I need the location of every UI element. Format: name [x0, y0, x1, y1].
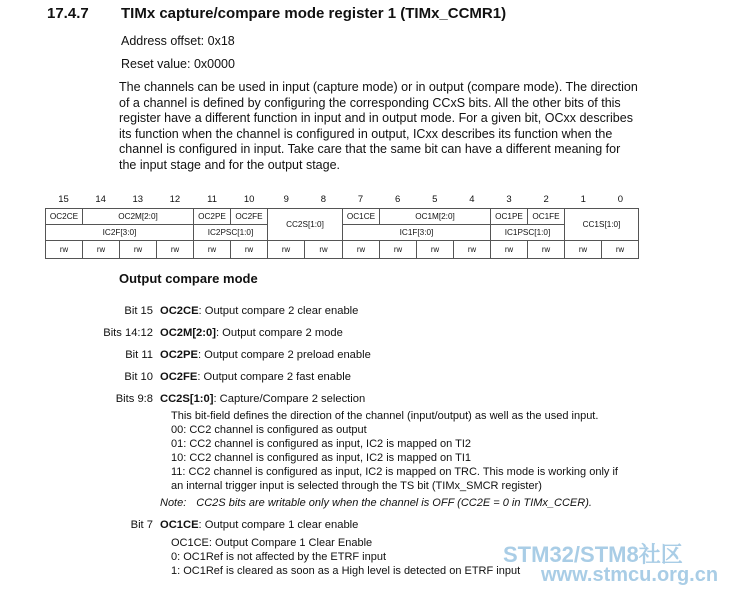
bit-number: 10 [243, 194, 255, 205]
bit-number: 9 [283, 194, 289, 205]
access-cell: rw [342, 240, 380, 259]
bit-number: 13 [132, 194, 144, 205]
field-oc1pe: OC1PE [490, 208, 528, 225]
bit-label: Bit 11 [125, 349, 153, 361]
field-oc1fe: OC1FE [527, 208, 565, 225]
section-title: TIMx capture/compare mode register 1 (TIMx_CCMR1) [121, 5, 507, 22]
bit-number: 5 [432, 194, 438, 205]
field-oc2ce: OC2CE [45, 208, 83, 225]
bit-name: OC2CE [160, 305, 199, 317]
access-cell: rw [267, 240, 305, 259]
bit-number: 7 [357, 194, 364, 205]
bit-name: OC2PE [160, 349, 198, 361]
field-ic1f: IC1F[3:0] [342, 224, 491, 241]
bit-number: 6 [395, 194, 401, 205]
access-cell: rw [379, 240, 417, 259]
cc2s-detail: 11: CC2 channel is configured as input, IC2 is mapped on TRC. This mode is working only if [171, 466, 618, 478]
field-ic2f: IC2F[3:0] [45, 224, 194, 241]
access-cell: rw [527, 240, 565, 259]
bit-text: : Output compare 2 clear enable [198, 305, 359, 317]
access-cell: rw [193, 240, 231, 259]
field-oc2fe: OC2FE [230, 208, 268, 225]
bit-name: CC2S[1:0] [160, 393, 214, 405]
bit-number: 8 [320, 194, 327, 205]
bit-description [160, 371, 351, 383]
bit-number: 2 [543, 194, 549, 205]
oc1ce-detail: 1: OC1Ref is cleared as soon as a High level is detected on ETRF input [171, 565, 521, 577]
note-text: CC2S bits are writable only when the channel is OFF (CC2E = 0 in TIMx_CCER). [196, 497, 592, 509]
access-cell: rw [601, 240, 639, 259]
bit-name: OC2FE [160, 371, 198, 383]
bit-description [160, 349, 371, 361]
bit-number: 0 [617, 194, 624, 205]
address-offset: Address offset: 0x18 [121, 34, 235, 48]
field-oc2m: OC2M[2:0] [82, 208, 194, 225]
oc1ce-detail: OC1CE: Output Compare 1 Clear Enable [171, 537, 373, 549]
bit-name: OC1CE [160, 519, 199, 531]
intro-paragraph: The channels can be used in input (capture mode) or in output (compare mode). The direction of a channel is defined by configuring the corresponding CCxS bits. All the other bits of this register have a different function in input and in output mode. For a given bit, OCxx describes its function when the channel is configured in output, ICxx describes its function when the channel is configured in input. Take care that the same bit can have a different meaning for the input stage and for the output stage. [119, 80, 638, 172]
field-oc1ce: OC1CE [342, 208, 380, 225]
cc2s-detail: 00: CC2 channel is configured as output [171, 424, 367, 436]
bit-description [160, 393, 365, 405]
bit-description [160, 305, 358, 317]
bit-text: : Output compare 2 mode [215, 327, 343, 339]
reset-value: Reset value: 0x0000 [121, 57, 235, 71]
bit-number: 12 [169, 194, 181, 205]
bit-number: 4 [469, 194, 475, 205]
bit-number: 15 [58, 194, 69, 205]
access-cell: rw [45, 240, 83, 259]
access-cell: rw [490, 240, 528, 259]
access-cell: rw [416, 240, 454, 259]
oc1ce-detail: 0: OC1Ref is not affected by the ETRF input [171, 551, 387, 563]
bit-number: 11 [207, 194, 217, 205]
access-cell: rw [82, 240, 120, 259]
cc2s-detail: an internal trigger input is selected through the TS bit (TIMx_SMCR register) [171, 480, 542, 492]
cc2s-detail: 10: CC2 channel is configured as input, IC2 is mapped on TI1 [171, 452, 472, 464]
watermark-title: STM32/STM8社区 [503, 542, 683, 567]
access-cell: rw [119, 240, 157, 259]
bit-text: : Output compare 2 preload enable [197, 349, 371, 361]
bit-description [160, 327, 343, 339]
cc2s-detail: This bit-field defines the direction of the channel (input/output) as well as the used input. [171, 410, 599, 422]
register-table [45, 208, 639, 259]
bit-text: : Capture/Compare 2 selection [213, 393, 366, 405]
field-ic2psc: IC2PSC[1:0] [193, 224, 268, 241]
bit-label: Bits 14:12 [103, 327, 153, 339]
watermark-url: www.stmcu.org.cn [541, 564, 719, 586]
bit-text: : Output compare 2 fast enable [197, 371, 351, 383]
access-cell: rw [564, 240, 602, 259]
cc2s-note [160, 497, 592, 509]
cc2s-detail: 01: CC2 channel is configured as input, IC2 is mapped on TI2 [171, 438, 472, 450]
bit-number: 14 [95, 194, 106, 205]
field-cc1s: CC1S[1:0] [564, 208, 639, 241]
note-label: Note: [160, 497, 187, 509]
output-compare-heading: Output compare mode [119, 271, 258, 286]
bit-number: 3 [506, 194, 512, 205]
bit-label: Bit 15 [124, 305, 153, 317]
field-cc2s: CC2S[1:0] [267, 208, 343, 241]
section-number: 17.4.7 [47, 5, 89, 22]
access-cell: rw [156, 240, 194, 259]
bit-label: Bit 7 [130, 519, 153, 531]
bit-text: : Output compare 1 clear enable [198, 519, 359, 531]
bit-label: Bits 9:8 [115, 393, 153, 405]
bit-number: 1 [580, 194, 586, 205]
field-oc1m: OC1M[2:0] [379, 208, 491, 225]
field-ic1psc: IC1PSC[1:0] [490, 224, 565, 241]
field-oc2pe: OC2PE [193, 208, 231, 225]
bit-name: OC2M[2:0] [160, 327, 216, 339]
register-bit-numbers [45, 194, 639, 208]
access-cell: rw [304, 240, 343, 259]
bit-description [160, 519, 358, 531]
bit-label: Bit 10 [124, 371, 153, 383]
access-cell: rw [453, 240, 491, 259]
access-cell: rw [230, 240, 268, 259]
